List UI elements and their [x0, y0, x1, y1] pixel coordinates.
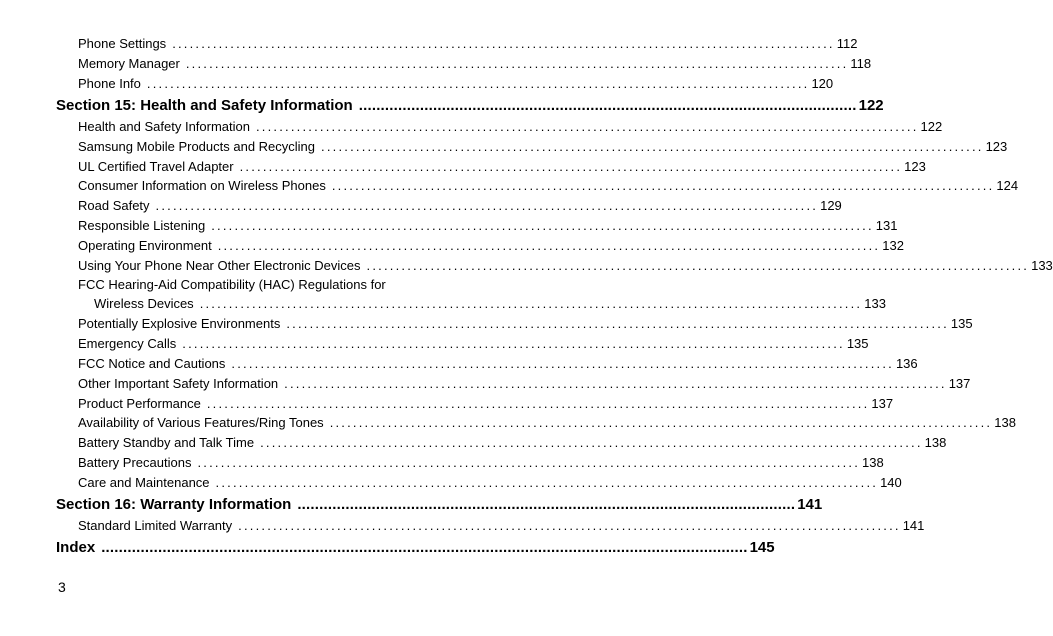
- toc-entry-page: 133: [1031, 258, 1053, 274]
- toc-entry[interactable]: [56, 236, 904, 256]
- toc-entry[interactable]: [56, 413, 1016, 433]
- toc-entry-page: 123: [904, 158, 926, 174]
- toc-entry-title: Availability of Various Features/Ring Tones: [78, 415, 324, 431]
- toc-entry-title: Potentially Explosive Environments: [78, 315, 281, 331]
- toc-entry-title: Operating Environment: [78, 238, 212, 254]
- toc-entry-title: Samsung Mobile Products and Recycling: [78, 138, 316, 154]
- dot-leader: ..................................................................................................................: [358, 96, 857, 114]
- toc-entry-first-line[interactable]: [56, 276, 451, 294]
- toc-entry-page: 140: [880, 475, 902, 491]
- dot-leader: ..................................................................................................................: [329, 415, 993, 431]
- dot-leader: ..................................................................................................................: [172, 36, 835, 51]
- page-number: 3: [58, 579, 66, 595]
- toc-entry-title: Battery Standby and Talk Time: [78, 435, 255, 451]
- toc-entry[interactable]: [56, 216, 898, 236]
- dot-leader: ..................................................................................................................: [206, 395, 870, 411]
- toc-section-title: Section 16: Warranty Information: [56, 496, 292, 514]
- toc-entry-title: Using Your Phone Near Other Electronic Devices: [78, 258, 361, 274]
- toc-entry[interactable]: [56, 516, 925, 536]
- toc-entry-title: Health and Safety Information: [78, 118, 250, 134]
- toc-entry[interactable]: [56, 34, 858, 54]
- dot-leader: ..................................................................................................................: [185, 55, 849, 71]
- dot-leader: ..................................................................................................................: [256, 118, 919, 134]
- table-of-contents: [56, 34, 1053, 559]
- dot-leader: ..................................................................................................................: [146, 75, 810, 91]
- toc-entry-page: 122: [920, 118, 943, 134]
- toc-entry-page: 132: [882, 238, 904, 254]
- toc-entry[interactable]: [56, 117, 943, 137]
- dot-leader: ..................................................................................................................: [215, 475, 879, 491]
- dot-leader: ..................................................................................................................: [199, 295, 863, 311]
- dot-leader: ..................................................................................................................: [231, 355, 894, 371]
- toc-entry-title: Battery Precautions: [78, 455, 192, 471]
- dot-leader: ..................................................................................................................: [331, 178, 995, 194]
- toc-entry-page: 137: [871, 395, 894, 411]
- toc-entry-page: 124: [996, 178, 1019, 194]
- toc-entry[interactable]: [56, 74, 834, 94]
- toc-index-heading[interactable]: [56, 537, 775, 558]
- toc-entry[interactable]: [56, 256, 1053, 276]
- toc-entry-title: Product Performance: [78, 395, 201, 411]
- toc-entry[interactable]: [56, 374, 971, 394]
- toc-entry-page: 138: [994, 415, 1016, 431]
- toc-entry-title: FCC Hearing-Aid Compatibility (HAC) Regulations for: [78, 276, 386, 292]
- dot-leader: ..................................................................................................................: [321, 138, 984, 154]
- toc-section-page: 145: [749, 538, 775, 556]
- toc-entry-continuation[interactable]: [56, 294, 886, 314]
- toc-section-heading[interactable]: [56, 494, 823, 515]
- toc-section-title: Section 15: Health and Safety Information: [56, 96, 353, 114]
- toc-entry-title: Road Safety: [78, 198, 150, 214]
- toc-entry[interactable]: [56, 314, 973, 334]
- dot-leader: ..................................................................................................................: [217, 238, 881, 254]
- toc-entry-page: 131: [875, 218, 898, 234]
- toc-entry-page: 120: [811, 75, 834, 91]
- dot-leader: ..................................................................................................................: [297, 496, 796, 514]
- toc-entry[interactable]: [56, 473, 902, 493]
- dot-leader: ....................................................................................................................................................: [101, 538, 748, 556]
- toc-entry-title: Care and Maintenance: [78, 475, 210, 491]
- toc-entry-title: Wireless Devices: [94, 295, 194, 311]
- toc-entry-page: 123: [985, 138, 1008, 154]
- toc-entry-page: 136: [895, 355, 918, 371]
- dot-leader: ..................................................................................................................: [286, 315, 949, 331]
- dot-leader: ..................................................................................................................: [238, 518, 901, 534]
- toc-entry[interactable]: [56, 433, 947, 453]
- toc-entry-page: 133: [864, 295, 886, 311]
- toc-entry-page: 129: [820, 198, 842, 214]
- toc-section-heading[interactable]: [56, 95, 884, 116]
- toc-entry-title: Phone Settings: [78, 36, 167, 51]
- toc-entry-title: Standard Limited Warranty: [78, 518, 233, 534]
- toc-entry[interactable]: [56, 334, 869, 354]
- dot-leader: ..................................................................................................................: [155, 198, 819, 214]
- toc-entry-page: 138: [924, 435, 947, 451]
- dot-leader: ..................................................................................................................: [284, 375, 947, 391]
- toc-entry[interactable]: [56, 354, 918, 374]
- toc-entry-title: Other Important Safety Information: [78, 375, 279, 391]
- toc-entry-page: 141: [902, 518, 925, 534]
- toc-entry[interactable]: [56, 176, 1019, 196]
- toc-entry-title: Consumer Information on Wireless Phones: [78, 178, 326, 194]
- toc-entry-page: 138: [862, 455, 884, 471]
- toc-entry[interactable]: [56, 54, 872, 74]
- toc-entry-page: 112: [836, 36, 858, 51]
- dot-leader: ..................................................................................................................: [260, 435, 923, 451]
- toc-entry-title: FCC Notice and Cautions: [78, 355, 226, 371]
- toc-entry[interactable]: [56, 453, 884, 473]
- toc-entry-title: Emergency Calls: [78, 335, 177, 351]
- dot-leader: ..................................................................................................................: [366, 258, 1030, 274]
- toc-entry[interactable]: [56, 394, 894, 414]
- toc-section-page: 122: [858, 96, 884, 114]
- toc-entry[interactable]: [56, 196, 842, 216]
- dot-leader: ..................................................................................................................: [211, 218, 874, 234]
- dot-leader: ..................................................................................................................: [239, 158, 903, 174]
- toc-section-page: 141: [797, 496, 823, 514]
- toc-entry-page: 135: [950, 315, 973, 331]
- toc-entry-title: Memory Manager: [78, 55, 180, 71]
- toc-entry-page: 135: [846, 335, 869, 351]
- toc-entry[interactable]: [56, 137, 1008, 157]
- toc-section-title: Index: [56, 538, 96, 556]
- dot-leader: ..................................................................................................................: [197, 455, 860, 471]
- toc-entry-title: Responsible Listening: [78, 218, 206, 234]
- toc-entry-page: 118: [850, 55, 872, 71]
- toc-entry-title: Phone Info: [78, 75, 141, 91]
- toc-entry[interactable]: [56, 157, 926, 177]
- toc-entry-page: 137: [948, 375, 971, 391]
- toc-entry-title: UL Certified Travel Adapter: [78, 158, 234, 174]
- dot-leader: ..................................................................................................................: [182, 335, 845, 351]
